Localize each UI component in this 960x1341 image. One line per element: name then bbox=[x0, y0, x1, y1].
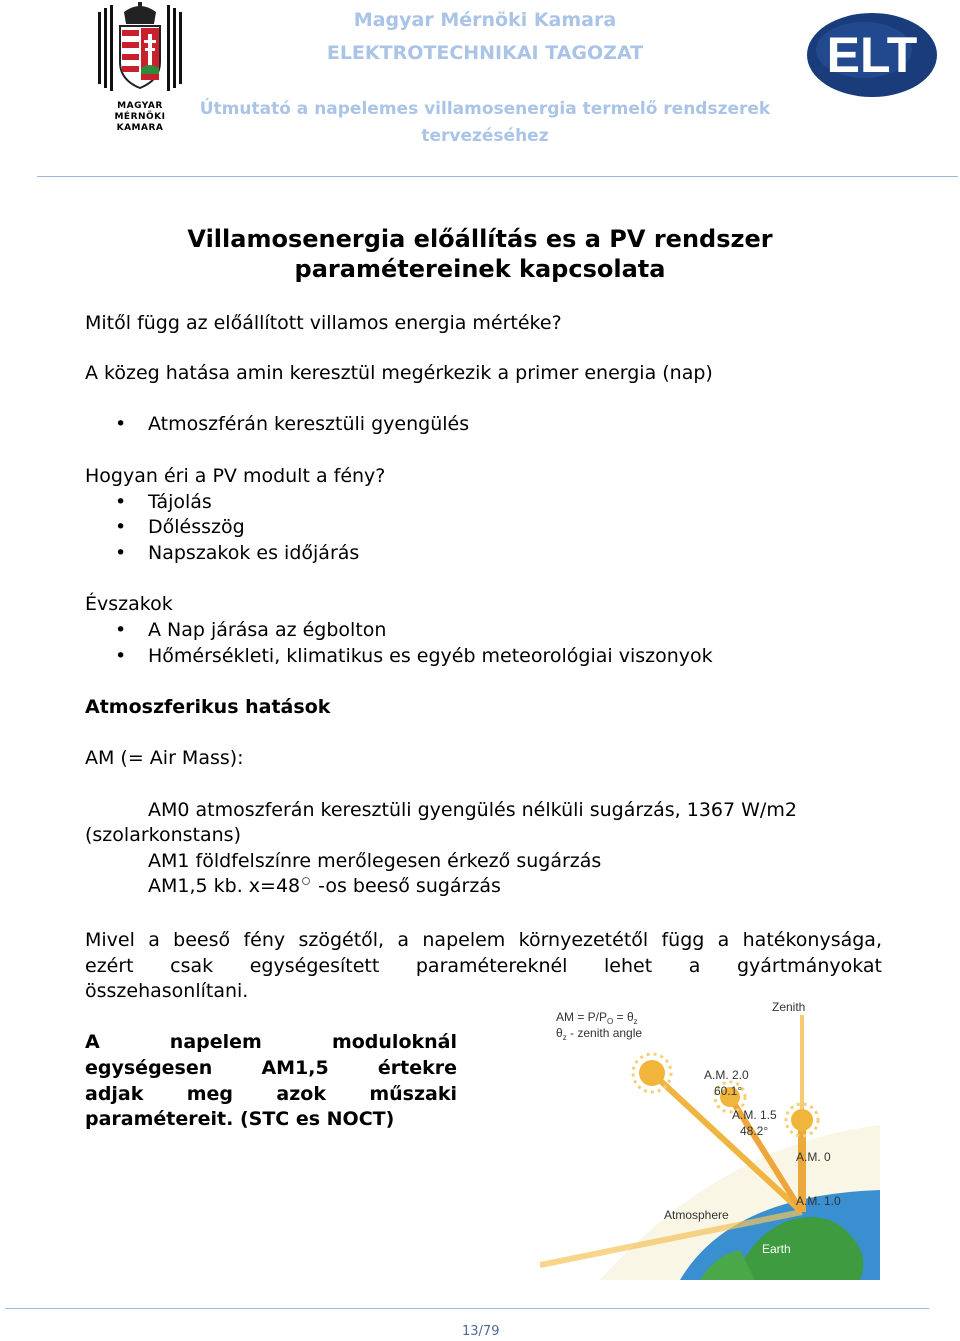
efficiency-paragraph-line2: ezért csak egységesített paramétereknél lehet a gyártmányokat bbox=[85, 955, 882, 977]
am1-text: AM1 földfelszínre merőlegesen érkező sugárzás bbox=[148, 850, 602, 872]
medium-effect: A közeg hatása amin keresztül megérkezik a primer energia (nap) bbox=[85, 362, 713, 384]
seasons-heading: Évszakok bbox=[85, 593, 173, 615]
elt-logo-text: ELT bbox=[826, 27, 918, 83]
list-item: Hőmérsékleti, klimatikus es egyéb meteorológiai viszonyok bbox=[148, 645, 713, 667]
bullet: • bbox=[115, 542, 127, 564]
standard-paragraph-line: adjak meg azok műszaki bbox=[85, 1083, 457, 1105]
earth-label: Earth bbox=[762, 1242, 791, 1256]
crest-icon bbox=[94, 2, 186, 97]
bullet: • bbox=[115, 516, 127, 538]
standard-paragraph-line: egységesen AM1,5 értekre bbox=[85, 1057, 457, 1079]
bullet: • bbox=[115, 645, 127, 667]
standard-paragraph-line: paramétereit. (STC es NOCT) bbox=[85, 1108, 395, 1130]
footer-rule bbox=[5, 1308, 929, 1309]
am0-continuation: (szolarkonstans) bbox=[85, 824, 241, 846]
sun-icon bbox=[633, 1054, 671, 1092]
efficiency-paragraph-line1: Mivel a beeső fény szögétől, a napelem környezetétől függ a hatékonysága, bbox=[85, 929, 882, 951]
am15-label: A.M. 1.5 bbox=[732, 1108, 777, 1122]
section-title: Villamosenergia előállítás es a PV rendszer paramétereinek kapcsolata bbox=[187, 225, 773, 283]
header-rule bbox=[37, 176, 958, 177]
list-item: Atmoszférán keresztüli gyengülés bbox=[148, 413, 470, 435]
air-mass-definition: AM (= Air Mass): bbox=[85, 747, 244, 769]
air-mass-figure bbox=[540, 995, 880, 1280]
bullet: • bbox=[115, 413, 127, 435]
am0-label: A.M. 0 bbox=[796, 1150, 831, 1164]
atmosphere-label: Atmosphere bbox=[664, 1208, 729, 1222]
list-item: Dőlésszög bbox=[148, 516, 245, 538]
mmk-logo bbox=[94, 2, 186, 133]
bullet: • bbox=[115, 491, 127, 513]
question-energy: Mitől függ az előállított villamos energia mértéke? bbox=[85, 312, 562, 334]
am20-angle: 60.1° bbox=[714, 1084, 743, 1098]
am15-angle: 48.2° bbox=[740, 1124, 769, 1138]
division-name: ELEKTROTECHNIKAI TAGOZAT bbox=[326, 42, 644, 64]
am0-text: AM0 atmoszferán keresztüli gyengülés nélküli sugárzás, 1367 W/m2 bbox=[148, 799, 797, 821]
question-light: Hogyan éri a PV modult a fény? bbox=[85, 465, 386, 487]
am20-label: A.M. 2.0 bbox=[704, 1068, 749, 1082]
organization-name: Magyar Mérnöki Kamara bbox=[353, 9, 617, 31]
zenith-label: Zenith bbox=[772, 1000, 806, 1014]
logo-text: MAGYAR MÉRNÖKI KAMARA bbox=[114, 101, 166, 133]
formula-am: AM = $P/P_O = \theta_z$ bbox=[556, 1010, 638, 1026]
guide-title: Útmutató a napelemes villamosenergia termelő rendszerek tervezéséhez bbox=[199, 99, 771, 146]
atmospheric-heading: Atmoszferikus hatások bbox=[85, 696, 331, 718]
efficiency-paragraph-line3: összehasonlítani. bbox=[85, 980, 249, 1002]
page-number: 13/79 bbox=[462, 1324, 500, 1339]
degree-icon bbox=[302, 877, 310, 885]
am10-label: A.M. 1.0 bbox=[796, 1194, 841, 1208]
standard-paragraph-line: A napelem moduloknál bbox=[85, 1031, 457, 1053]
bullet: • bbox=[115, 619, 127, 641]
list-item: Tájolás bbox=[148, 491, 212, 513]
list-item: Napszakok es időjárás bbox=[148, 542, 360, 564]
am15-text: AM1,5 kb. x=48 -os beeső sugárzás bbox=[148, 875, 501, 897]
formula-zenith-angle: $\theta_z$ - zenith angle bbox=[556, 1026, 643, 1042]
list-item: A Nap járása az égbolton bbox=[148, 619, 387, 641]
elt-logo bbox=[806, 12, 938, 98]
